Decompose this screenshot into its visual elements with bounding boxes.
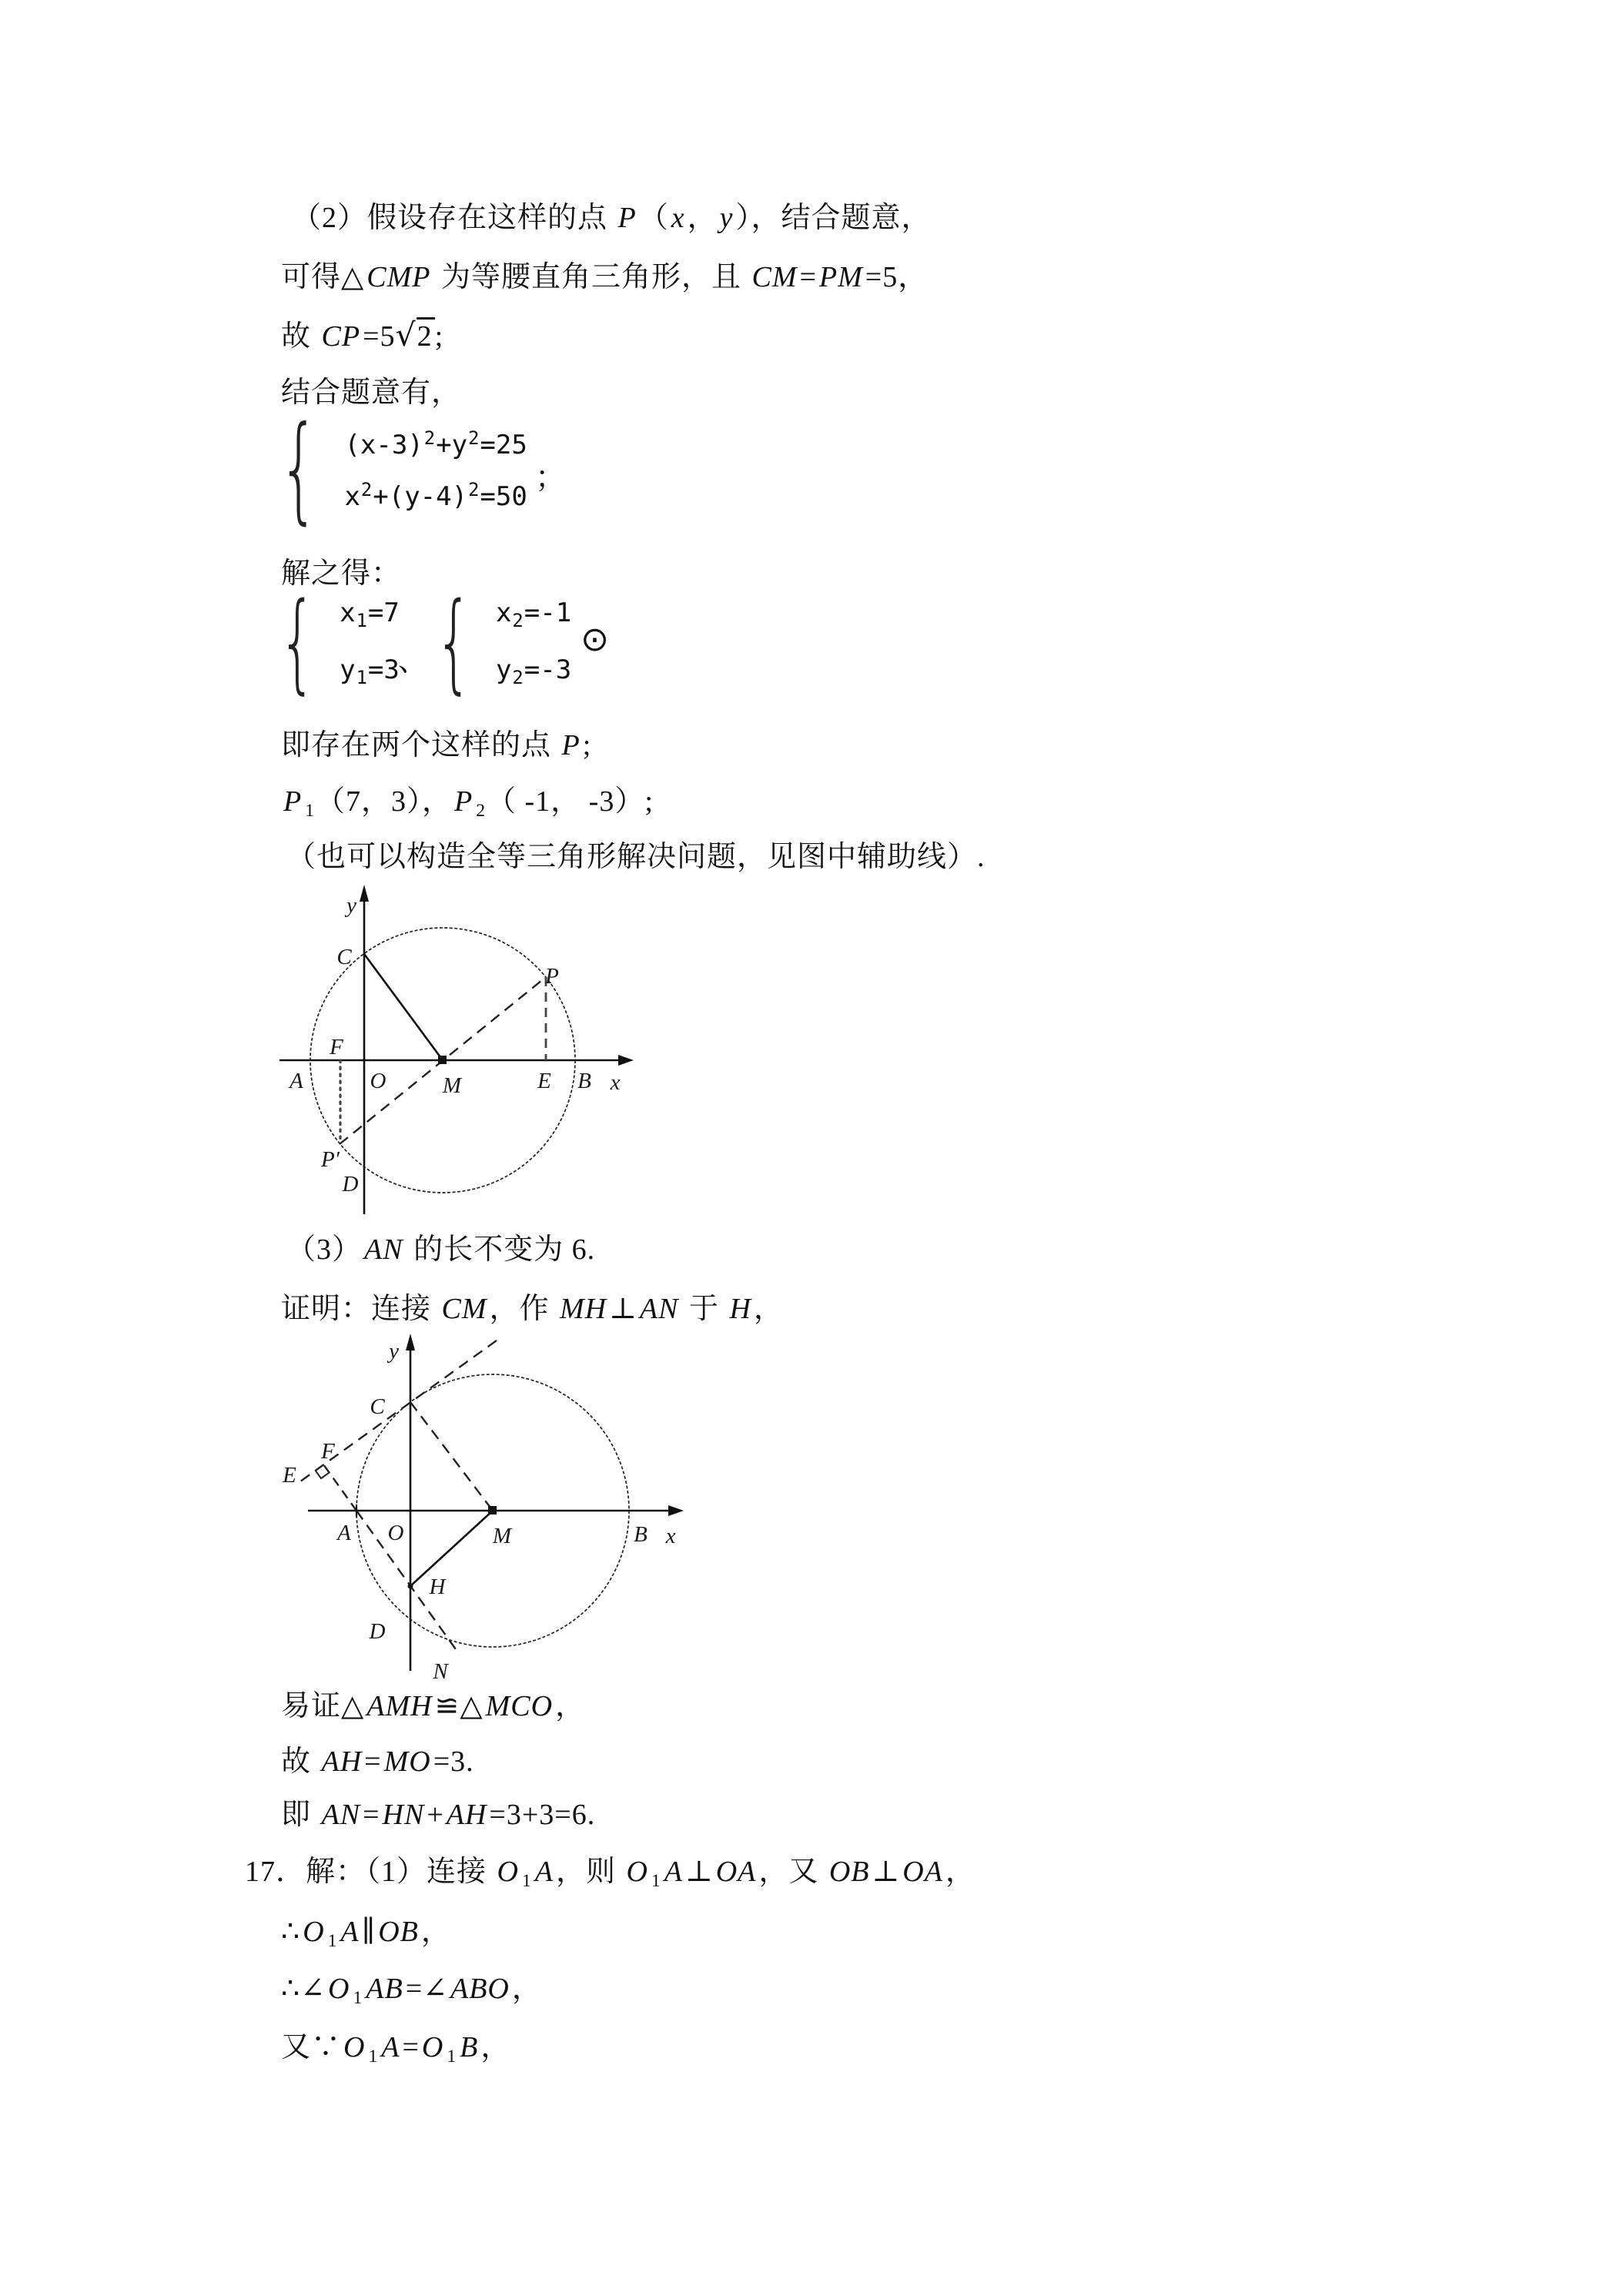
solution2-x: $x_2=-1$ — [495, 597, 572, 631]
dashed-segment-a-to-f — [323, 1464, 356, 1511]
label-a: A — [337, 1521, 351, 1545]
circle-dot-symbol: ⊙ — [581, 619, 610, 659]
label-f: F — [330, 1035, 343, 1059]
y-axis-arrow-icon — [360, 885, 369, 902]
label-o: O — [387, 1521, 404, 1545]
text-line-proof: 证明：连接 CM，作 MH⊥AN 于 H， — [281, 1293, 784, 1325]
label-o: O — [370, 1069, 387, 1093]
label-x-axis: x — [665, 1524, 676, 1548]
solution-system — [279, 580, 610, 705]
solution2-y: $y_2=-3$ — [495, 654, 572, 689]
x-axis-arrow-icon — [668, 1505, 684, 1516]
text-line-combine: 结合题意有， — [281, 377, 462, 409]
dashed-segment-c-to-m — [410, 1402, 493, 1511]
left-brace-2: { — [434, 580, 473, 705]
left-brace: { — [279, 402, 320, 536]
solution1-y: $y_1=3$ — [340, 654, 400, 689]
text-line-radii: 又∵O 1 A=O 1 B， — [281, 2031, 511, 2067]
label-m: M — [442, 1073, 462, 1098]
segment-m-to-h — [410, 1511, 493, 1586]
equation-row-2: $x^2+(y-4)^2=50$ — [344, 478, 527, 512]
y-axis-arrow-icon — [406, 1334, 415, 1350]
text-line-angles: ∴∠O 1 AB=∠ABO， — [281, 1973, 542, 2008]
right-angle-mark-f — [315, 1471, 329, 1479]
pair-separator: 、 — [397, 645, 427, 678]
label-c: C — [336, 945, 352, 969]
label-p: P — [545, 964, 559, 989]
label-h: H — [429, 1575, 446, 1599]
label-b: B — [577, 1069, 591, 1093]
text-line-solve: 解之得： — [281, 557, 402, 590]
segment-cm — [364, 954, 443, 1060]
equation-row-1: $(x-3)^2+y^2=25$ — [344, 427, 527, 460]
text-line-p1-p2: P 1（7，3），P 2（ -1， -3）; — [283, 785, 654, 821]
text-line-an-sum: 即 AN=HN+AH=3+3=6. — [281, 1799, 596, 1831]
label-f: F — [321, 1439, 335, 1464]
text-line-2-intro: （2）假设存在这样的点 P（x，y），结合题意， — [292, 202, 932, 234]
solution1-x: $x_1=7$ — [340, 597, 400, 631]
text-line-congruent: 易证△AMH≌△MCO， — [281, 1690, 586, 1722]
diagram-1-circle-figure — [273, 882, 635, 1220]
label-x-axis: x — [610, 1070, 621, 1095]
label-m: M — [492, 1524, 512, 1548]
label-p-prime: P′ — [320, 1147, 340, 1172]
equation-terminator: ； — [534, 460, 566, 494]
text-line-triangle-cmp: 可得△CMP 为等腰直角三角形，且 CM=PM=5， — [281, 261, 929, 293]
label-c: C — [370, 1394, 385, 1419]
text-line-17-solve: 17．解：（1）连接 O 1 A，则 O 1 A⊥OA，又 OB⊥OA， — [245, 1856, 975, 1891]
label-d: D — [369, 1619, 386, 1644]
diagram-2-circle-figure — [269, 1326, 689, 1684]
equation-system — [279, 402, 566, 536]
label-e: E — [537, 1069, 551, 1093]
label-n: N — [433, 1659, 448, 1684]
text-line-ah-mo: 故 AH=MO=3. — [281, 1745, 474, 1778]
label-a: A — [289, 1069, 303, 1093]
text-line-3-an: （3）AN 的长不变为 6. — [286, 1233, 596, 1266]
text-line-cp-sqrt2: 故 CP=5√2; — [281, 316, 444, 353]
text-line-note: （也可以构造全等三角形解决问题，见图中辅助线）. — [286, 841, 986, 873]
point-h-marker — [408, 1584, 413, 1589]
label-y-axis: y — [389, 1339, 399, 1364]
label-b: B — [634, 1522, 648, 1547]
point-m-marker — [438, 1056, 447, 1064]
label-d: D — [342, 1172, 359, 1197]
text-line-parallel: ∴O 1 A∥OB， — [281, 1916, 451, 1951]
label-e: E — [283, 1463, 296, 1488]
left-brace-1: { — [279, 580, 316, 705]
point-m-marker — [488, 1506, 497, 1514]
label-y-axis: y — [346, 893, 356, 918]
x-axis-arrow-icon — [618, 1055, 634, 1066]
text-line-two-points: 即存在两个这样的点 P; — [281, 729, 592, 761]
